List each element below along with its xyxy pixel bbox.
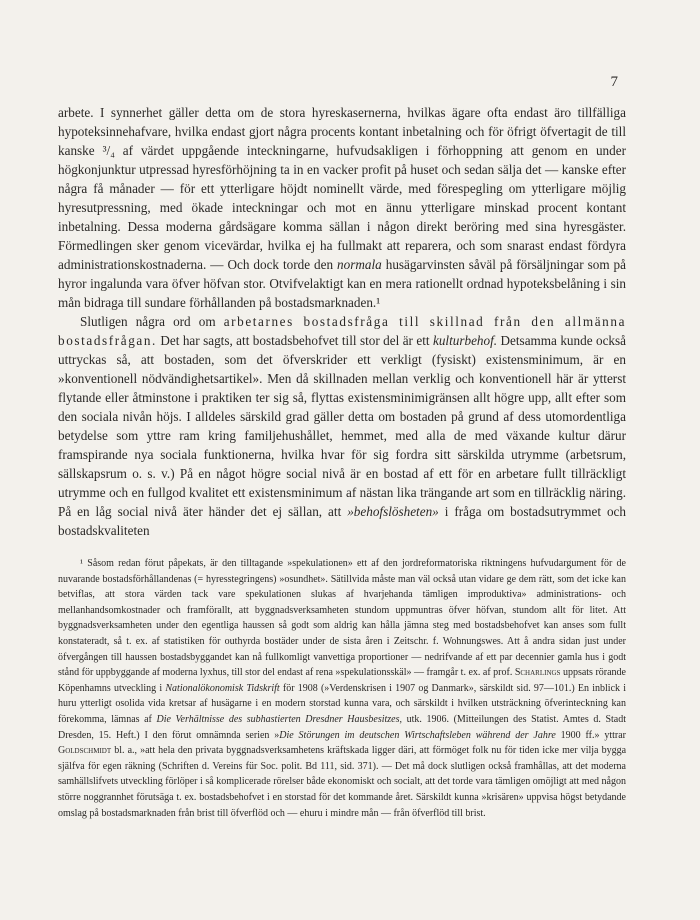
paragraph-2-spaced-heading: arbetarnes bostadsfråga till skillnad från den allmänna bostadsfrågan. (58, 314, 627, 348)
footnote-text-d: utk. 1906. (Mitteilungen des Statist. Amtes d. Stadt Dresden, 15. Heft.) I den förut omnämnda serien » (58, 713, 627, 741)
footnote-title-1: Die Verhältnisse des subhastierten Dresdner Hausbesitzes, (156, 713, 402, 725)
paragraph-2-emphasis-2: »behofslösheten» (347, 504, 439, 519)
paragraph-1 (58, 103, 626, 312)
footnote-text-a: ¹ Såsom redan förut påpekats, är den tilltagande »spekulationen» ett af den jordreformatoriska riktningens hufvudargument för de nuvarande bostadsförhållandenas (= hyresstegringens) »osundhet». Sätillvida måste man väl också utan vidare ge dem rätt, som det icke kan betviflas, att stora värden tack vare spekulationen slukas af hvarjehanda tämligen improduktiva» administrations- och mellanhandsomkostnader och framförallt, att byggnadsverksamheten stundom uppmuntras öfver höfvan, stundom allt för litet. Att byggnadsverksamheten under den egentliga haussen så godt som aldrig kan hålla jämna steg med bostadsbehofvet kan anses som fullt konstateradt, så t. ex. af statistiken för outhyrda bostäder under de sista åren i Zeitschr. f. Wohnungswes. Att å andra sidan just under öfvergången till haussen bostadsbyggandet kan nå fullkomligt vanvettiga proportioner — nedrifvande af ett par decennier gamla hus i godt stånd för uppbyggande af moderna lyxhus, till stor del endast af rena »spekulationsskäl» — framgår t. ex. af prof. (58, 558, 626, 679)
paragraph-2-tail: i fråga om bostadsutrymmet och bostadskvaliteten (58, 504, 627, 538)
main-text (58, 103, 626, 540)
paragraph-2-mid: Det har sagts, att bostadsbehofvet till stor del är ett (160, 333, 430, 348)
paragraph-1-text: arbete. I synnerhet gäller detta om de stora hyreskasernerna, hvilkas ägare ofta endast äro tillfälliga hypoteksinnehafvare, hvilka endast gjort några procents kontant inbetalning och för öfrigt öfvertagit de till kanske ³/₄ af värdet uppgående inteckningarne, hufvudsakligen i förhoppning att genom en under högkonjunktur utpressad hyresförhöjning ta in en vacker profit på huset och sedan sälja det — kanske efter några få månader — för ett ytterligare höjdt nominellt värde, med förespegling om ytterligare möjlig hyresutpressning, med ökade inteckningar och mot en ännu ytterligare minskad procent kontant inbetalning. Dessa moderna gårdsägare komma sällan i någon direkt beröring med sina hyresgäster. Förmedlingen sker genom vicevärdar, hvilka ej ha fullmakt att reparera, och som snarast endast fördyra administrationskostnaderna. — Och dock torde den (58, 105, 626, 272)
footnote-text-e: 1900 ff.» yttrar (560, 729, 626, 741)
footnote-1 (58, 556, 626, 821)
footnote (58, 556, 626, 821)
page-number: 7 (610, 74, 618, 90)
footnote-text-c: för 1908 (»Verdenskrisen i 1907 og Danmark», särskildt sid. 97—101.) En inblick i huru ytterligt osolida vida kretsar af husägarne i en modern storstad kunna vara, och särskildt i hvilken utsträckning öfverinteckning kan förekomma, lämnas af (58, 682, 626, 725)
paragraph-2-end: Detsamma kunde också uttryckas så, att bostaden, som det öfverskrider ett verkligt (fysiskt) existensminimum, är en »konventionell nödvändighetsartikel». Men då skillnaden mellan verklig och konventionell här är ytterst flytande eller åtminstone i praktiken ter sig så, flyttas existensminimigränsen allt högre upp, allt efter som den sociala nivån höjs. I alldeles särskild grad gäller detta om bostaden på grund af dess utomordentliga betydelse som yttre ram kring familjehushållet, hemmet, med alla de med växande kultur därur framspirande nya sociala funktionerna, hvilka hvar för sig fordra sitt särskilda utrymme (arbetsrum, sällskapsrum o. s. v.) På en något högre social nivå är en bostad af ett för en arbetare fullt tillräckligt utrymme och en fullgod kvalitet ett existensminimum af nästan lika trängande art som en tillräcklig näring. På en låg social nivå äter händer det ej sällan, att (58, 333, 627, 519)
paragraph-2 (58, 312, 626, 540)
paragraph-2-emphasis: kulturbehof. (432, 333, 498, 348)
footnote-text-f: bl. a., »att hela den privata byggnadsverksamhetens kräftskada ligger däri, att förmöget folk nu för tiden icke mer vilja bygga själfva för egen räkning (Schriften d. Vereins für Soc. polit. Bd 111, sid. 371). — Det må dock slutligen också framhållas, att det moderna samhällslifvets utveckling förlöper i så komplicerade rörelser både ekonomiskt och socialt, att det torde vara tämligen omöjligt att med någon större noggrannhet förutsäga t. ex. bostadsbehofvet i en storstad för det kommande året. Särskildt kunna »krisären» uppvisa högst betydande omslag på bostadsmarknaden från brist till öfverflöd och — ehuru i mindre mån — från öfverflöd till brist. (58, 745, 627, 819)
paragraph-2-start: Slutligen några ord om (80, 314, 216, 329)
paragraph-1-end: husägarvinsten såväl på försäljningar som på hyror ingalunda vara öfver höfvan stor. Otvifvelaktigt kan en mera rationellt ordnad hypoteksbelåning i sin mån bidraga till sundare förhållanden på bostadsmarknaden.¹ (58, 257, 626, 310)
footnote-author-2: Goldschmidt (58, 745, 112, 757)
footnote-author-1: Scharlings (514, 667, 561, 679)
footnote-journal-1: Nationalökonomisk Tidskrift (165, 682, 280, 694)
footnote-title-2: Die Störungen im deutschen Wirtschaftsleben während der Jahre (279, 729, 556, 741)
footnote-text-b: uppsats rörande Köpenhamns utveckling i (58, 667, 626, 694)
paragraph-1-emphasis: normala (337, 257, 382, 272)
